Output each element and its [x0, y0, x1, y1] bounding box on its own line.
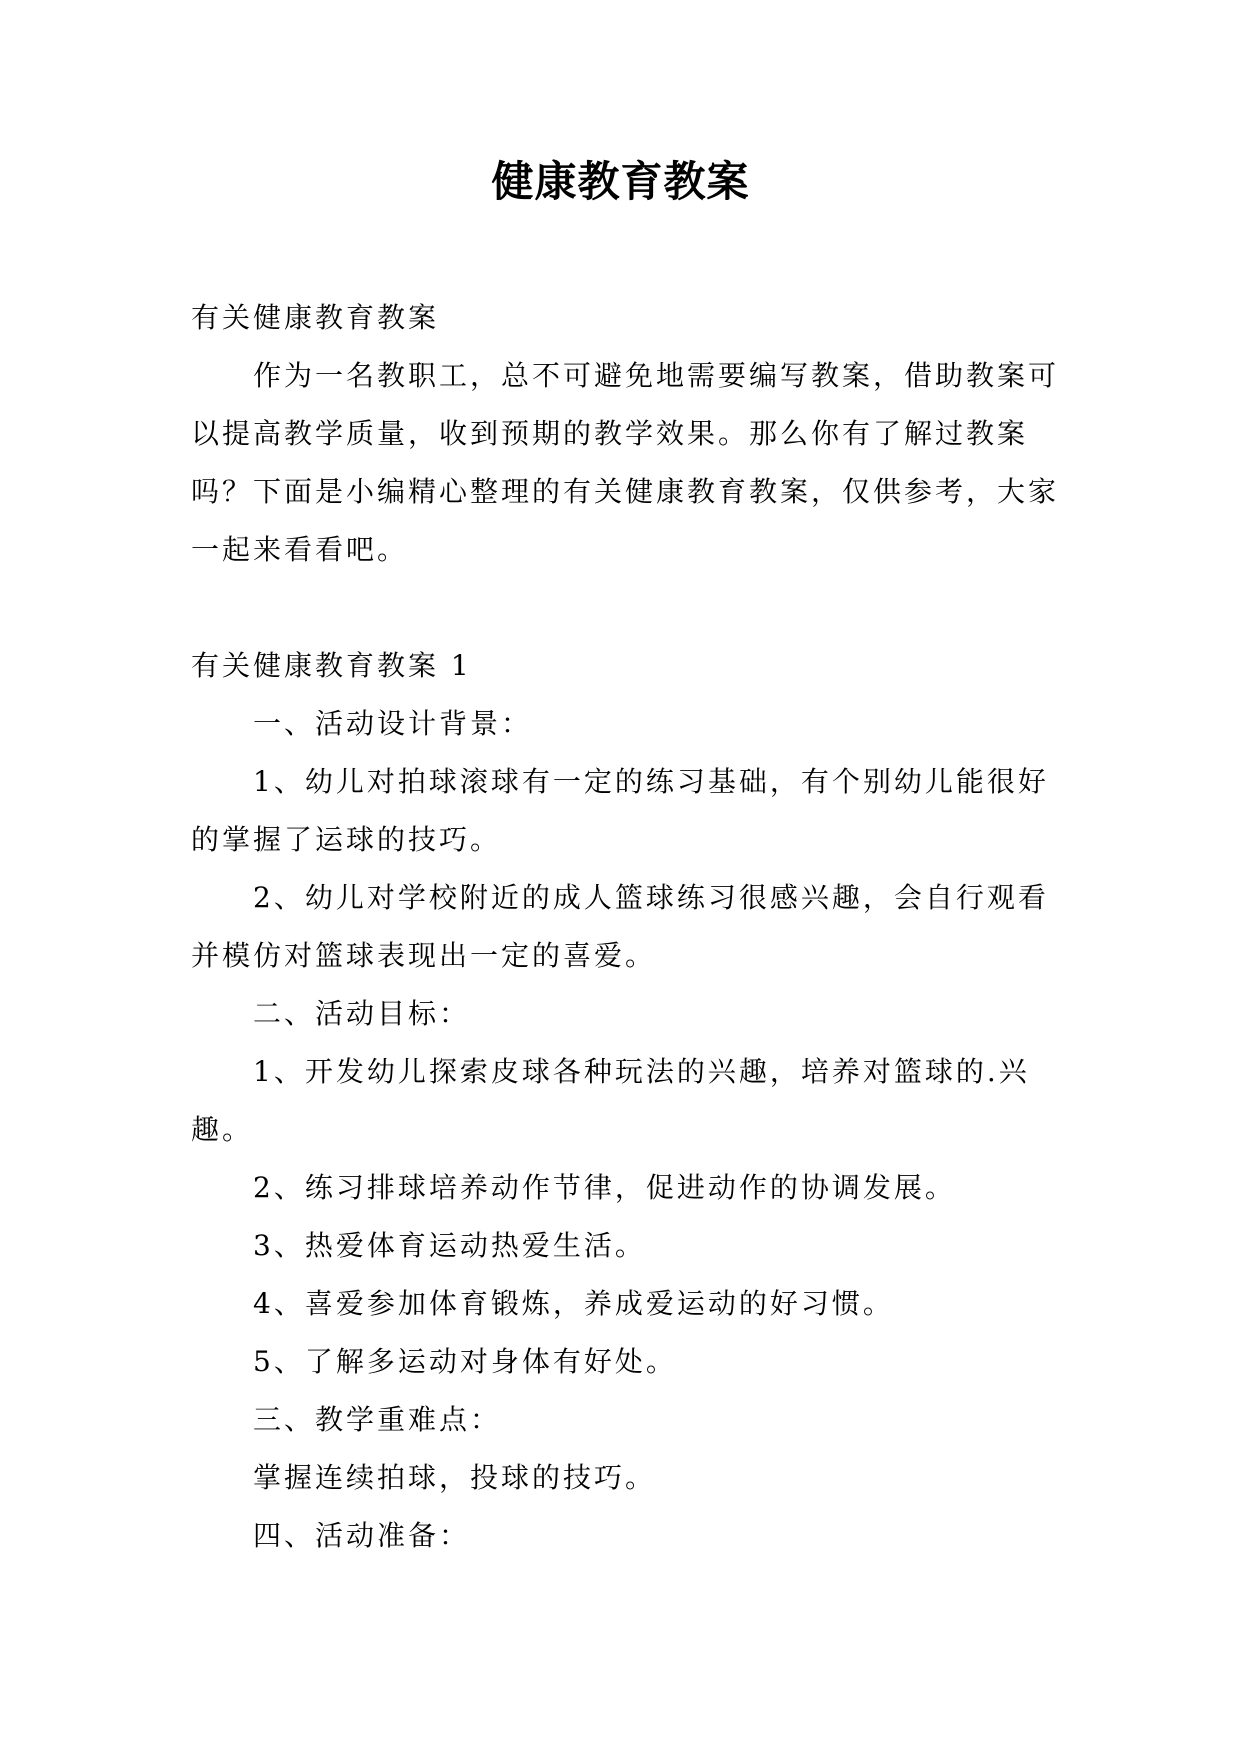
keypoints-text: 掌握连续拍球，投球的技巧。	[253, 1461, 657, 1494]
goal-item-4: 4、喜爱参加体育锻炼，养成爱运动的好习惯。	[253, 1287, 894, 1320]
document-body	[191, 289, 1061, 1565]
document-title: 健康教育教案	[491, 157, 750, 206]
heading-preparation: 四、活动准备：	[253, 1519, 471, 1552]
intro-paragraph: 作为一名教职工，总不可避免地需要编写教案，借助教案可以提高教学质量，收到预期的教学效果。那么你有了解过教案吗？下面是小编精心整理的有关健康教育教案，仅供参考，大家一起来看看吧。	[191, 359, 1060, 566]
section-title: 有关健康教育教案 1	[191, 649, 472, 682]
background-item-1: 1、幼儿对拍球滚球有一定的练习基础，有个别幼儿能很好的掌握了运球的技巧。	[191, 765, 1049, 856]
heading-goals: 二、活动目标：	[253, 997, 471, 1030]
subtitle: 有关健康教育教案	[191, 301, 440, 334]
goal-item-1: 1、开发幼儿探索皮球各种玩法的兴趣，培养对篮球的.兴趣。	[191, 1055, 1030, 1146]
background-item-2: 2、幼儿对学校附近的成人篮球练习很感兴趣，会自行观看并模仿对篮球表现出一定的喜爱。	[191, 881, 1049, 972]
heading-background: 一、活动设计背景：	[253, 707, 533, 740]
heading-keypoints: 三、教学重难点：	[253, 1403, 502, 1436]
paragraph-spacer	[191, 579, 1061, 637]
goal-item-3: 3、热爱体育运动热爱生活。	[253, 1229, 646, 1262]
goal-item-5: 5、了解多运动对身体有好处。	[253, 1345, 677, 1378]
goal-item-2: 2、练习排球培养动作节律，促进动作的协调发展。	[253, 1171, 956, 1204]
